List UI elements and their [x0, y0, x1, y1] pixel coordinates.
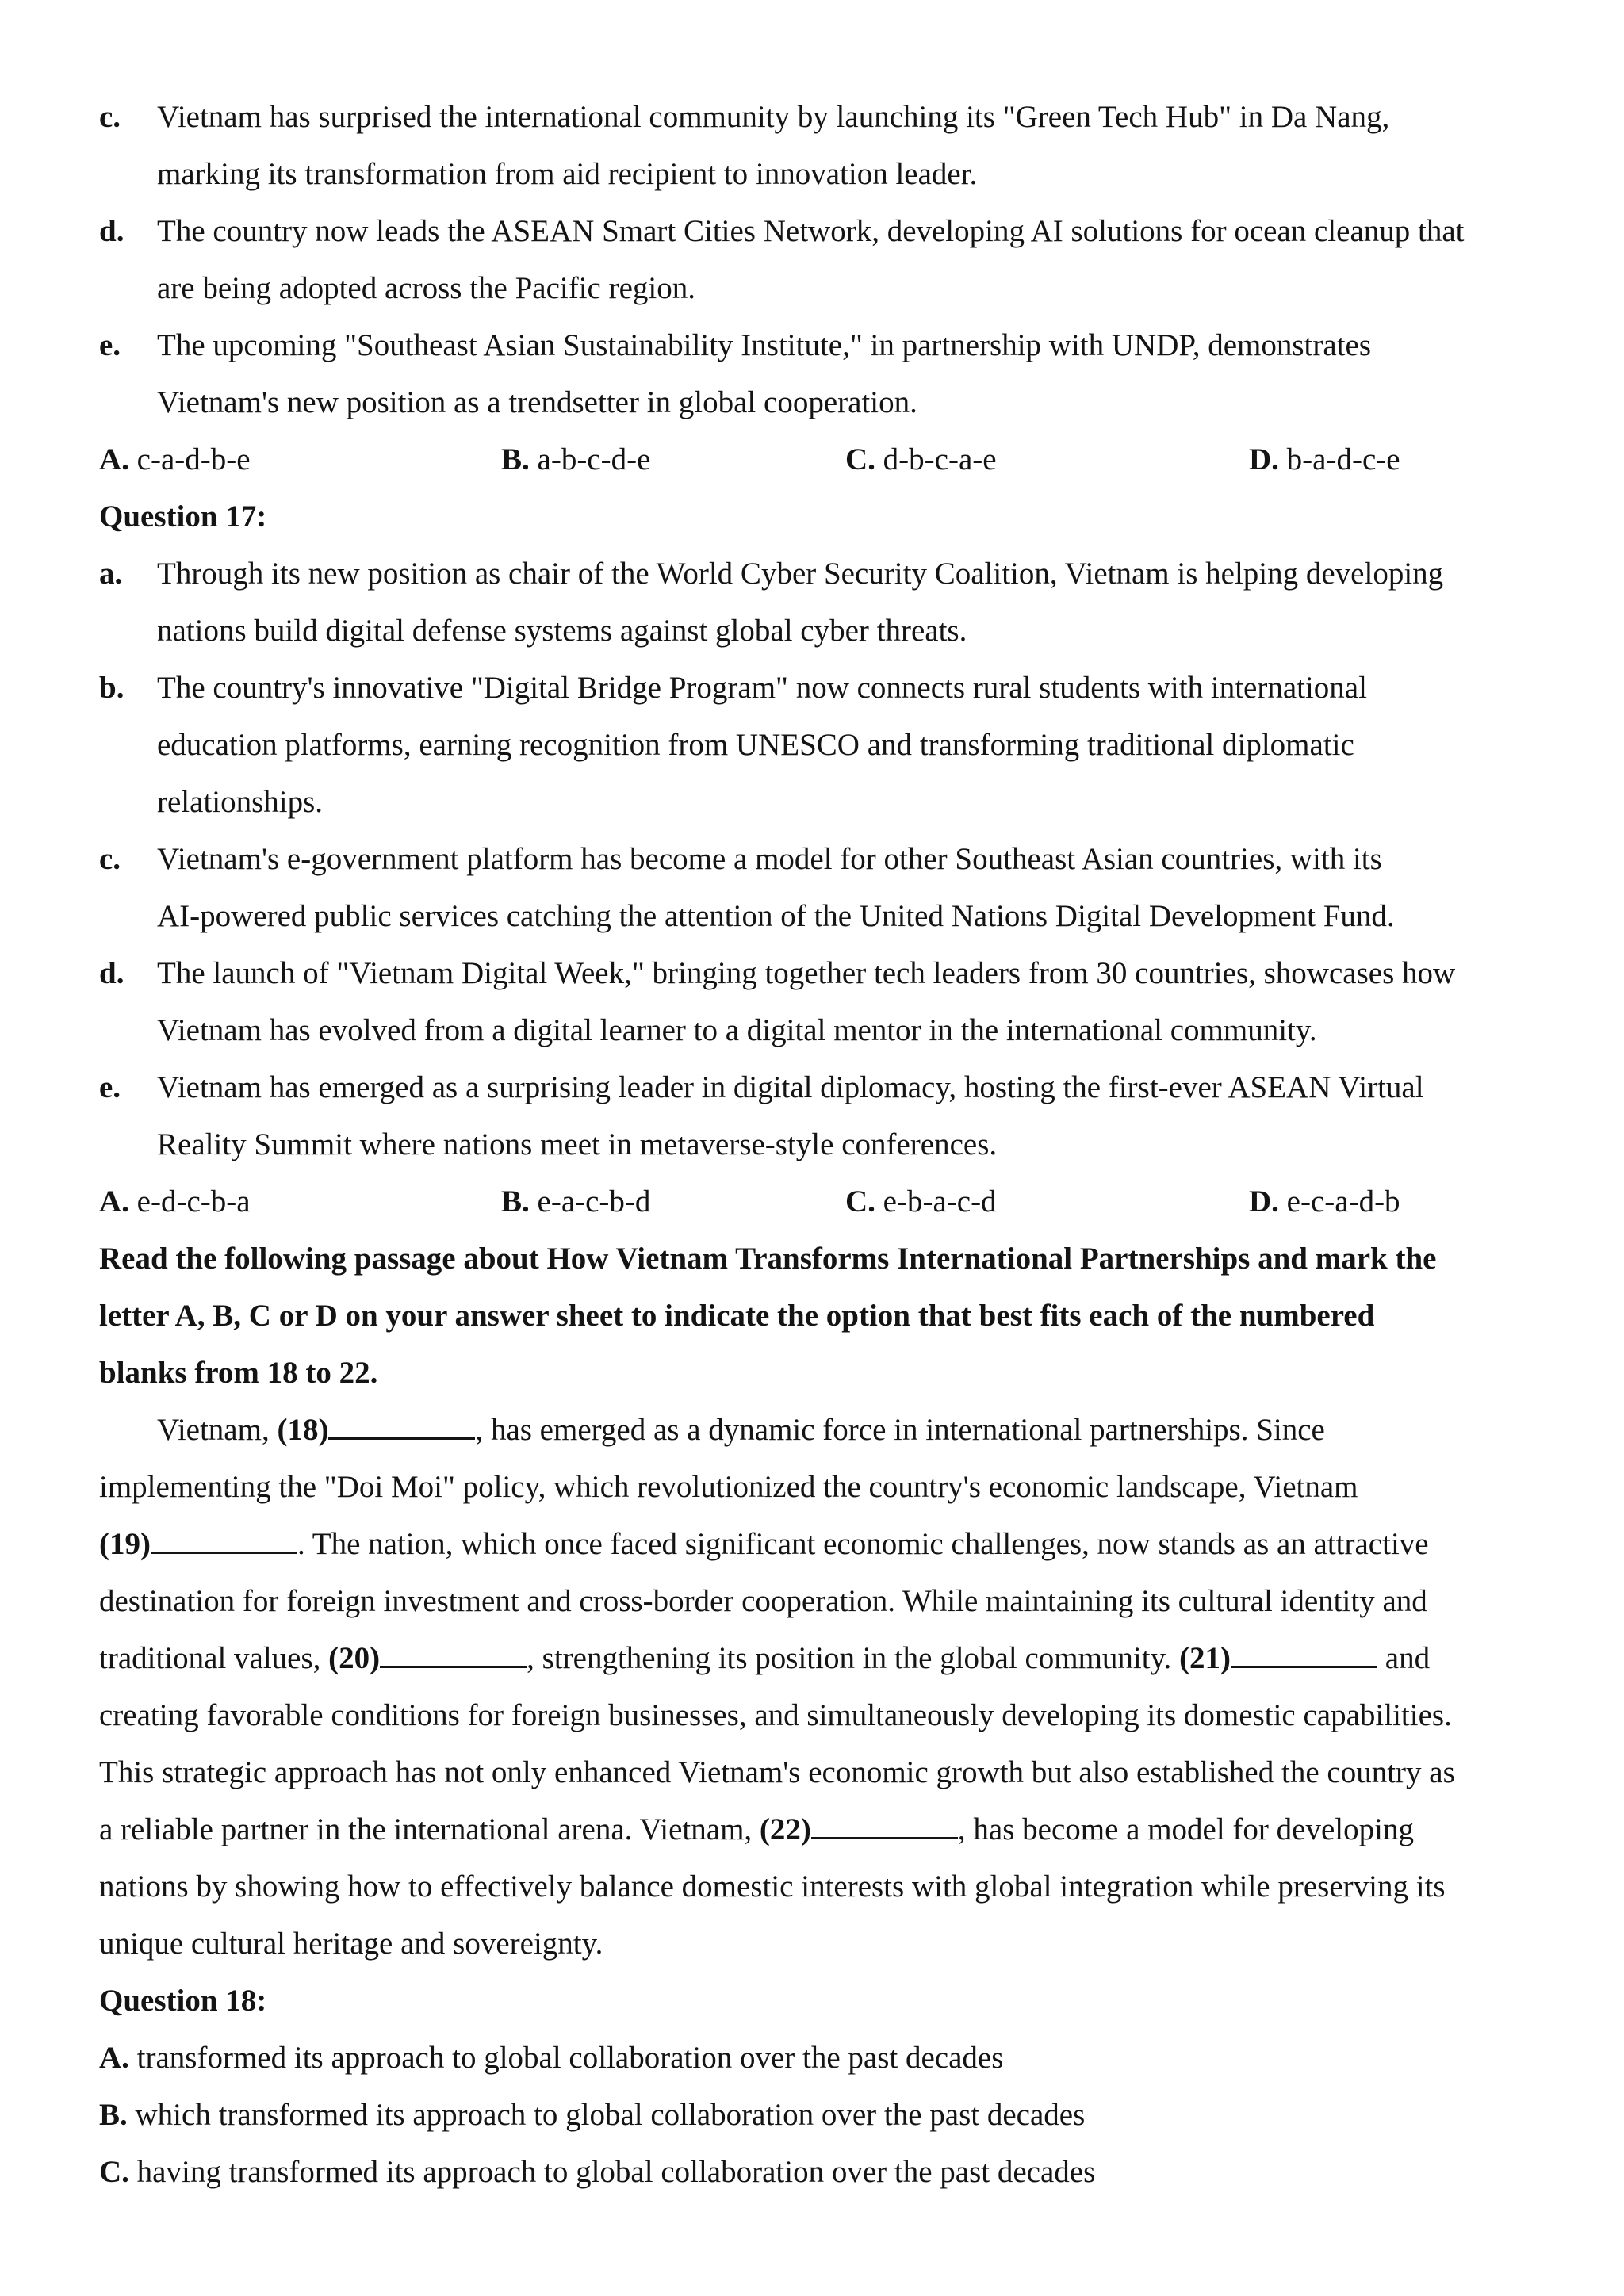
q17-item-letter: a.	[99, 557, 123, 591]
passage-line: traditional values, (20) , strengthening its position in the global community. (21) and	[99, 1636, 1430, 1681]
q17-item-line: Vietnam's e-government platform has become a model for other Southeast Asian countries, with its	[157, 842, 1382, 876]
passage-line: (19) . The nation, which once faced significant economic challenges, now stands as an attractive	[99, 1522, 1429, 1567]
q18-option-a[interactable]: A. transformed its approach to global collaboration over the past decades	[99, 2041, 1004, 2075]
q16-item-letter: d.	[99, 214, 124, 248]
passage-line: destination for foreign investment and cross-border cooperation. While maintaining its cultural identity and	[99, 1584, 1427, 1618]
q16-item-line: marking its transformation from aid recipient to innovation leader.	[157, 157, 978, 191]
q17-option-b[interactable]: B. e-a-c-b-d	[501, 1184, 651, 1219]
q16-item-line: Vietnam's new position as a trendsetter in global cooperation.	[157, 385, 917, 419]
passage-line: a reliable partner in the international arena. Vietnam, (22) , has become a model for developing	[99, 1808, 1414, 1852]
blank-20[interactable]	[380, 1639, 527, 1668]
q16-item-line: The country now leads the ASEAN Smart Cities Network, developing AI solutions for ocean cleanup that	[157, 214, 1465, 248]
q16-item-line: The upcoming "Southeast Asian Sustainability Institute," in partnership with UNDP, demonstrates	[157, 328, 1372, 362]
passage-instruction: blanks from 18 to 22.	[99, 1356, 378, 1390]
q17-option-c[interactable]: C. e-b-a-c-d	[845, 1184, 997, 1219]
q17-option-d[interactable]: D. e-c-a-d-b	[1249, 1184, 1400, 1219]
blank-18[interactable]	[328, 1410, 475, 1440]
q17-item-letter: b.	[99, 671, 124, 705]
q16-item-line: are being adopted across the Pacific region.	[157, 271, 695, 305]
passage-line: This strategic approach has not only enhanced Vietnam's economic growth but also established the country as	[99, 1755, 1455, 1789]
passage-instruction: letter A, B, C or D on your answer sheet to indicate the option that best fits each of the numbered	[99, 1299, 1375, 1333]
passage-line: implementing the "Doi Moi" policy, which revolutionized the country's economic landscape, Vietnam	[99, 1470, 1358, 1504]
q16-option-a[interactable]: A. c-a-d-b-e	[99, 442, 251, 476]
blank-22[interactable]	[811, 1810, 958, 1839]
q17-item-letter: e.	[99, 1070, 121, 1104]
q17-item-letter: d.	[99, 956, 124, 990]
q17-item-line: Reality Summit where nations meet in metaverse-style conferences.	[157, 1127, 998, 1161]
q17-item-line: education platforms, earning recognition from UNESCO and transforming traditional diplomatic	[157, 728, 1354, 762]
q18-option-c[interactable]: C. having transformed its approach to global collaboration over the past decades	[99, 2155, 1096, 2189]
passage-line: Vietnam, (18) , has emerged as a dynamic force in international partnerships. Since	[157, 1408, 1325, 1452]
q17-item-letter: c.	[99, 842, 121, 876]
q17-item-line: Through its new position as chair of the World Cyber Security Coalition, Vietnam is helping developing	[157, 557, 1444, 591]
q16-item-line: Vietnam has surprised the international community by launching its "Green Tech Hub" in Da Nang,	[157, 100, 1390, 134]
q16-item-letter: c.	[99, 100, 121, 134]
question-18-title: Question 18:	[99, 1984, 267, 2018]
q17-item-line: The country's innovative "Digital Bridge Program" now connects rural students with international	[157, 671, 1367, 705]
q17-item-line: The launch of "Vietnam Digital Week," bringing together tech leaders from 30 countries, showcases how	[157, 956, 1456, 990]
q16-option-d[interactable]: D. b-a-d-c-e	[1249, 442, 1400, 476]
q18-option-b[interactable]: B. which transformed its approach to global collaboration over the past decades	[99, 2098, 1086, 2132]
q16-option-c[interactable]: C. d-b-c-a-e	[845, 442, 997, 476]
q17-item-line: Vietnam has evolved from a digital learner to a digital mentor in the international community.	[157, 1013, 1317, 1047]
q16-item-letter: e.	[99, 328, 121, 362]
passage-line: nations by showing how to effectively balance domestic interests with global integration while preserving its	[99, 1869, 1446, 1904]
passage-instruction: Read the following passage about How Vietnam Transforms International Partnerships and mark the	[99, 1242, 1437, 1276]
q16-option-b[interactable]: B. a-b-c-d-e	[501, 442, 651, 476]
passage-line: creating favorable conditions for foreign businesses, and simultaneously developing its domestic capabilities.	[99, 1698, 1452, 1732]
q17-item-line: relationships.	[157, 785, 324, 819]
q17-option-a[interactable]: A. e-d-c-b-a	[99, 1184, 251, 1219]
passage-line: unique cultural heritage and sovereignty.	[99, 1927, 603, 1961]
q17-item-line: AI-powered public services catching the attention of the United Nations Digital Development Fund.	[157, 899, 1395, 933]
q17-item-line: Vietnam has emerged as a surprising leader in digital diplomacy, hosting the first-ever ASEAN Virtual	[157, 1070, 1424, 1104]
question-17-title: Question 17:	[99, 499, 267, 534]
q17-item-line: nations build digital defense systems against global cyber threats.	[157, 614, 967, 648]
blank-21[interactable]	[1231, 1639, 1377, 1668]
blank-19[interactable]	[151, 1525, 297, 1554]
